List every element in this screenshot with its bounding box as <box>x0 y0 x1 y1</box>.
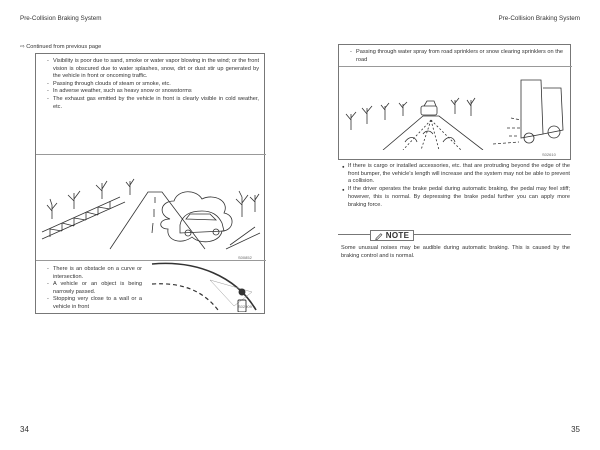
caution-bullets <box>342 163 570 209</box>
obstacle-list <box>46 266 142 312</box>
right-header-title: Pre-Collision Braking System <box>498 15 580 22</box>
right-top-box <box>338 44 571 160</box>
sprinkler-illustration <box>343 70 568 150</box>
figure-code: S02610 <box>542 152 556 157</box>
sprinkler-list <box>349 49 563 64</box>
continued-from-previous: ⇨ Continued from previous page <box>20 44 102 50</box>
note-header <box>370 230 414 241</box>
condition-item: - Passing through clouds of steam or smoke, etc. <box>46 81 259 89</box>
bullet-item: ● If there is cargo or installed accessories, etc. that are protruding beyond the edge of the front bumper, the vehicle's length will increase and the system may not be able to prevent a collision. <box>342 163 570 186</box>
divider <box>36 154 266 156</box>
bullet-item: ● If the driver operates the brake pedal during automatic braking, the pedal may feel stiff; however, this is normal. By depressing the brake pedal further you can apply more braking force. <box>342 186 570 209</box>
right-page-number: 35 <box>571 425 580 434</box>
divider <box>339 66 572 67</box>
obstacle-item: - Stopping very close to a wall or a vehicle in front <box>46 296 142 311</box>
left-page-number: 34 <box>20 425 29 434</box>
condition-item: - The exhaust gas emitted by the vehicle in front is clearly visible in cold weather, etc. <box>46 96 259 111</box>
condition-item: - Visibility is poor due to sand, smoke or water vapor blowing in the wind; or the front vision is obscured due to water splashes, snow, dirt or dust stir up generated by the vehicle in front or oncoming traffic. <box>46 58 259 81</box>
conditions-list <box>46 58 259 111</box>
sprinkler-item: - Passing through water spray from road sprinklers or snow clearing sprinklers on the road <box>349 49 563 64</box>
obstacle-item: - There is an obstacle on a curve or intersection. <box>46 266 142 281</box>
figure-code: S00852 <box>238 255 252 260</box>
figure-code: S02909 <box>238 304 252 309</box>
note-text: Some unusual noises may be audible during automatic braking. This is caused by the braking control and is normal. <box>341 245 570 259</box>
obstacle-item: - A vehicle or an object is being narrowly passed. <box>46 281 142 296</box>
obscured-vision-illustration <box>40 157 262 252</box>
left-header-title: Pre-Collision Braking System <box>20 15 102 22</box>
condition-item: - In adverse weather, such as heavy snow or snowstorms <box>46 88 259 96</box>
note-label: NOTE <box>385 231 410 240</box>
left-content-box <box>35 53 265 314</box>
note-icon <box>375 232 383 240</box>
